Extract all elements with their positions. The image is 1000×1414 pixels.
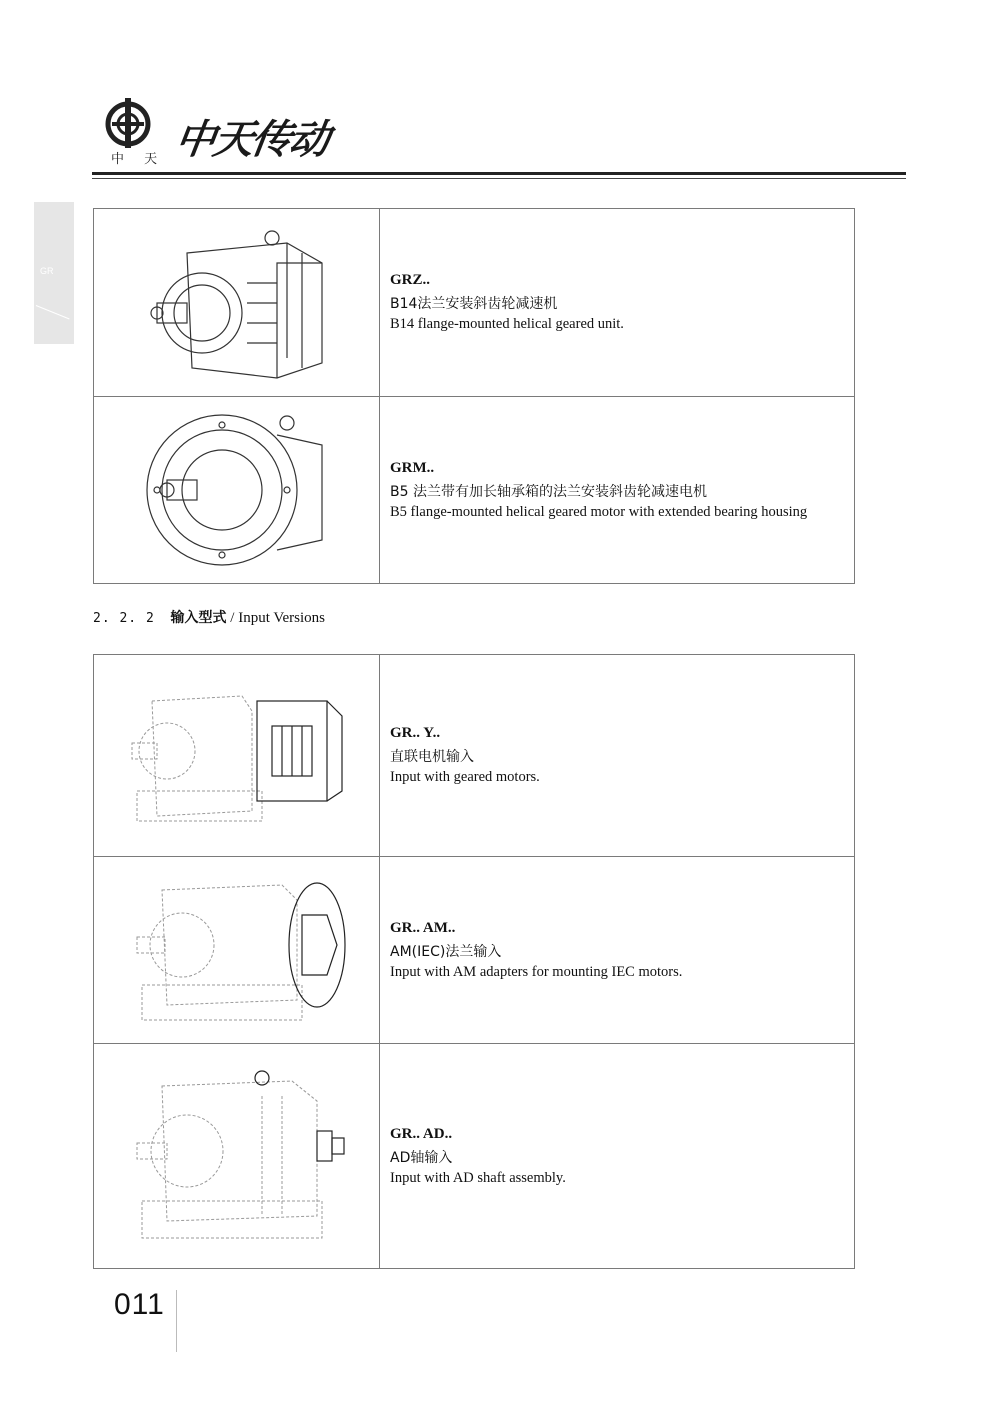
flange-gear-motor-drawing-icon xyxy=(137,405,337,575)
section-title-en: / Input Versions xyxy=(230,610,326,626)
text-cell xyxy=(380,857,855,1044)
product-desc-en: Input with AM adapters for mounting IEC motors. xyxy=(390,963,683,980)
table-row xyxy=(94,1044,855,1269)
product-code: GRM.. xyxy=(390,459,435,476)
product-code: GR.. Y.. xyxy=(390,725,441,741)
product-code: GR.. AD.. xyxy=(390,1125,453,1142)
product-desc-cn: AM(IEC)法兰输入 xyxy=(390,943,502,960)
footer-divider xyxy=(176,1290,177,1352)
product-desc-en: B5 flange-mounted helical geared motor with extended bearing housing xyxy=(390,503,808,520)
image-cell xyxy=(94,655,380,857)
product-desc-cn: B5 法兰带有加长轴承箱的法兰安装斜齿轮减速电机 xyxy=(390,483,707,500)
image-cell xyxy=(94,397,380,584)
product-desc-cn: AD轴输入 xyxy=(390,1149,453,1166)
page-number: 011 xyxy=(114,1288,165,1321)
section-title xyxy=(93,607,325,627)
section-title-cn: 输入型式 xyxy=(170,610,227,626)
company-name: 中天传动 xyxy=(172,117,331,163)
image-cell xyxy=(94,209,380,397)
mounting-table xyxy=(93,208,855,584)
product-code: GRZ.. xyxy=(390,272,431,288)
gear-motor-drawing-icon xyxy=(122,681,352,831)
product-desc-cn: B14法兰安装斜齿轮减速机 xyxy=(390,296,558,312)
section-number: 2. 2. 2 xyxy=(93,611,155,626)
text-cell xyxy=(380,209,855,397)
text-cell xyxy=(380,655,855,857)
logo-small-text: 中 天 xyxy=(111,152,166,167)
am-adapter-drawing-icon xyxy=(122,870,352,1030)
table-row xyxy=(94,655,855,857)
helical-gear-unit-drawing-icon xyxy=(137,223,337,383)
text-cell xyxy=(380,397,855,584)
product-desc-en: Input with AD shaft assembly. xyxy=(390,1169,566,1186)
input-versions-table xyxy=(93,654,855,1269)
side-tab-label: GR xyxy=(40,266,54,276)
ad-shaft-drawing-icon xyxy=(122,1066,352,1246)
table-row xyxy=(94,209,855,397)
table-row xyxy=(94,857,855,1044)
product-desc-cn: 直联电机输入 xyxy=(390,749,474,765)
image-cell xyxy=(94,1044,380,1269)
table-row xyxy=(94,397,855,584)
header-rule-thin xyxy=(92,178,906,179)
product-code: GR.. AM.. xyxy=(390,919,456,936)
product-desc-en: B14 flange-mounted helical geared unit. xyxy=(390,316,624,332)
product-desc-en: Input with geared motors. xyxy=(390,769,540,785)
header-rule xyxy=(92,172,906,175)
image-cell xyxy=(94,857,380,1044)
text-cell xyxy=(380,1044,855,1269)
